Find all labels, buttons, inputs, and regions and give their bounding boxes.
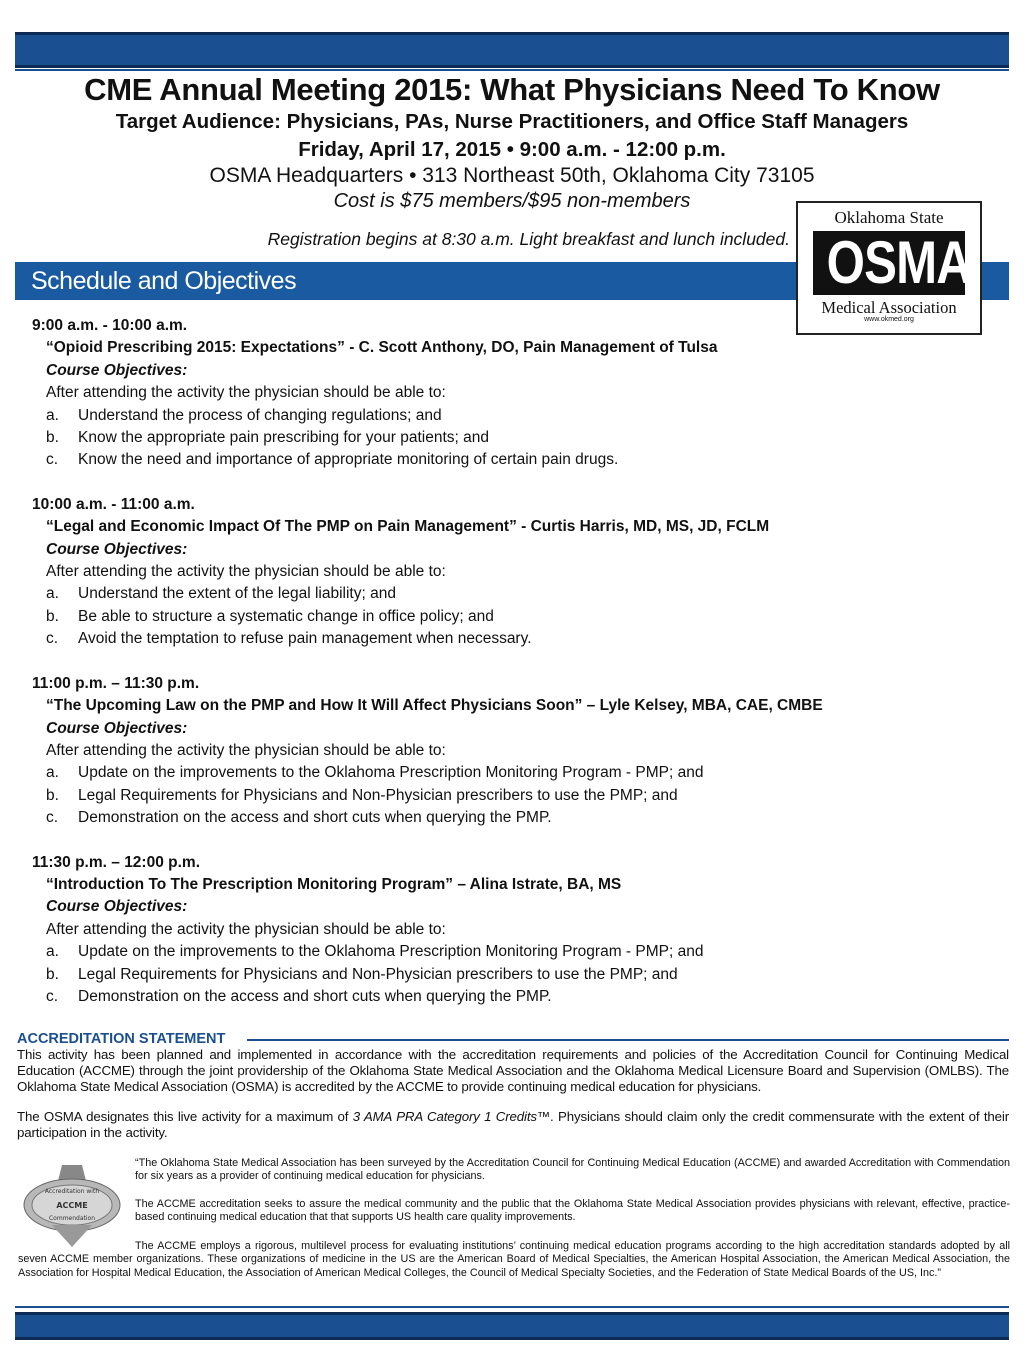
objective-letter: b. (46, 607, 59, 625)
target-audience: Target Audience: Physicians, PAs, Nurse Practitioners, and Office Staff Managers (115, 110, 909, 133)
objective-item (32, 941, 932, 963)
objective-item (32, 583, 932, 605)
event-venue: OSMA Headquarters • 313 Northeast 50th, Oklahoma City 73105 (209, 164, 815, 187)
objective-item (32, 405, 932, 427)
objectives-label: Course Objectives: (46, 719, 188, 737)
objectives-intro: After attending the activity the physician should be able to: (46, 741, 446, 759)
session-title: “Opioid Prescribing 2015: Expectations” - C. Scott Anthony, DO, Pain Management of Tulsa (46, 339, 718, 357)
objectives-label: Course Objectives: (46, 540, 188, 558)
objective-text: Avoid the temptation to refuse pain management when necessary. (78, 630, 532, 648)
objective-item (32, 785, 932, 807)
objective-letter: c. (46, 630, 59, 648)
objective-item (32, 449, 932, 471)
objectives-intro: After attending the activity the physician should be able to: (46, 384, 446, 402)
seal-bottom-text: Commendation (48, 1215, 96, 1222)
quote-paragraph-3: The ACCME employs a rigorous, multilevel process for evaluating institutions’ continuing medical education programs according to the high accreditation standards adopted by all seven ACCME member organizations. These organizations of medicine in the US are the American Board of Medical Specialties, the American Hospital Association, the American Medical Association, the Association for Hospital Medical Education, the Association of American Medical Colleges, the Council of Medical Specialty Societies, and the Federation of State Medical Boards of the US, Inc.” (18, 1240, 1010, 1279)
objective-letter: a. (46, 943, 59, 961)
quote-paragraph-2: The ACCME accreditation seeks to assure the medical community and the public that the Oklahoma State Medical Association provides physicians with relevant, effective, practice-based continuing medical education that that supports US health care quality improvements. (135, 1198, 1010, 1224)
registration-note: Registration begins at 8:30 a.m. Light breakfast and lunch included. (267, 229, 790, 249)
objective-letter: c. (46, 451, 59, 469)
session-title: “Legal and Economic Impact Of The PMP on Pain Management” - Curtis Harris, MD, MS, JD, FCLM (46, 518, 770, 536)
session-list (32, 315, 932, 1030)
top-banner-bar (15, 32, 1009, 68)
objectives-label: Course Objectives: (46, 361, 188, 379)
credits-text-after: . Physicians should claim only the credit commensurate with the extent of their participation in the activity. (17, 1109, 1009, 1140)
objective-item (32, 427, 932, 449)
session-time: 9:00 a.m. - 10:00 a.m. (32, 317, 188, 334)
objective-text: Legal Requirements for Physicians and Non-Physician prescribers to use the PMP; and (78, 786, 678, 804)
session-time: 10:00 a.m. - 11:00 a.m. (32, 495, 195, 513)
credits-text-before: The OSMA designates this live activity for a maximum of (17, 1109, 353, 1124)
objectives-label: Course Objectives: (46, 898, 188, 916)
quote-paragraph-1: “The Oklahoma State Medical Association has been surveyed by the Accreditation Council for Continuing Medical Education (ACCME) and awarded Accreditation with Commendation for six years as a provider of continuing medical education for physicians. (135, 1157, 1010, 1183)
objectives-intro: After attending the activity the physician should be able to: (46, 563, 446, 581)
session-time: 11:30 p.m. – 12:00 p.m. (32, 853, 201, 871)
event-cost: Cost is $75 members/$95 non-members (333, 190, 691, 212)
objective-letter: b. (46, 429, 59, 447)
objective-text: Update on the improvements to the Oklahoma Prescription Monitoring Program - PMP; and (78, 943, 704, 961)
objective-text: Demonstration on the access and short cuts when querying the PMP. (78, 809, 552, 827)
objective-letter: a. (46, 585, 59, 603)
objective-text: Legal Requirements for Physicians and Non-Physician prescribers to use the PMP; and (78, 965, 678, 983)
session-title: “The Upcoming Law on the PMP and How It Will Affect Physicians Soon” – Lyle Kelsey, MBA, CAE, CMBE (46, 697, 823, 715)
event-title: CME Annual Meeting 2015: What Physicians Need To Know (84, 72, 940, 107)
objective-item (32, 986, 932, 1008)
objective-letter: a. (46, 764, 59, 782)
objective-letter: b. (46, 965, 59, 983)
objective-item (32, 628, 932, 650)
objective-text: Be able to structure a systematic change in office policy; and (78, 607, 494, 625)
event-date: Friday, April 17, 2015 • 9:00 a.m. - 12:00 p.m. (298, 138, 726, 161)
credits-italic: 3 AMA PRA Category 1 Credits™ (352, 1109, 551, 1124)
objective-letter: c. (46, 809, 59, 827)
objective-letter: a. (46, 406, 59, 424)
logo-mark (813, 229, 971, 296)
logo-line2: Medical Association (821, 298, 957, 317)
session-title: “Introduction To The Prescription Monitoring Program” – Alina Istrate, BA, MS (46, 875, 622, 893)
seal-top-text: Accreditation with (44, 1188, 100, 1195)
objective-item (32, 762, 932, 784)
objective-item (32, 606, 932, 628)
accreditation-heading-row (17, 1030, 1009, 1048)
objective-item (32, 964, 932, 986)
objective-text: Understand the extent of the legal liability; and (78, 585, 396, 603)
bottom-banner-bar (15, 1312, 1009, 1340)
objective-item (32, 807, 932, 829)
objective-text: Update on the improvements to the Oklahoma Prescription Monitoring Program - PMP; and (78, 764, 704, 782)
accreditation-heading: ACCREDITATION STATEMENT (17, 1031, 235, 1047)
accreditation-paragraph-1: This activity has been planned and implemented in accordance with the accreditation requirements and policies of the Accreditation Council for Continuing Medical Education (ACCME) through the joint providership of the Oklahoma State Medical Association and the Oklahoma Medical Licensure Board and Supervision (OMLBS). The Oklahoma State Medical Association (OSMA) is accredited by the ACCME to provide continuing medical education for physicians. (17, 1047, 1009, 1094)
accme-seal-icon (22, 1163, 122, 1249)
schedule-heading: Schedule and Objectives (31, 267, 297, 295)
seal-mid-text: ACCME (56, 1201, 88, 1210)
session (32, 315, 932, 472)
event-header (0, 72, 1024, 213)
logo-url: www.okmed.org (864, 316, 914, 323)
session (32, 852, 932, 1009)
session-time: 11:00 p.m. – 11:30 p.m. (32, 674, 200, 692)
objectives-intro: After attending the activity the physician should be able to: (46, 920, 446, 938)
objective-letter: b. (46, 786, 59, 804)
accreditation-rule (247, 1039, 1009, 1041)
session (32, 494, 932, 651)
objective-text: Know the appropriate pain prescribing for your patients; and (78, 429, 489, 447)
objective-text: Understand the process of changing regulations; and (78, 406, 442, 424)
bottom-rule (15, 1306, 1009, 1308)
objective-letter: c. (46, 987, 59, 1005)
session (32, 673, 932, 830)
logo-line1: Oklahoma State (834, 208, 944, 227)
objective-text: Demonstration on the access and short cuts when querying the PMP. (78, 987, 552, 1005)
accreditation-paragraph-2 (17, 1109, 1009, 1141)
top-rule (15, 69, 1009, 71)
objective-text: Know the need and importance of appropriate monitoring of certain pain drugs. (78, 451, 619, 469)
logo-osma: OSMA (826, 229, 971, 296)
